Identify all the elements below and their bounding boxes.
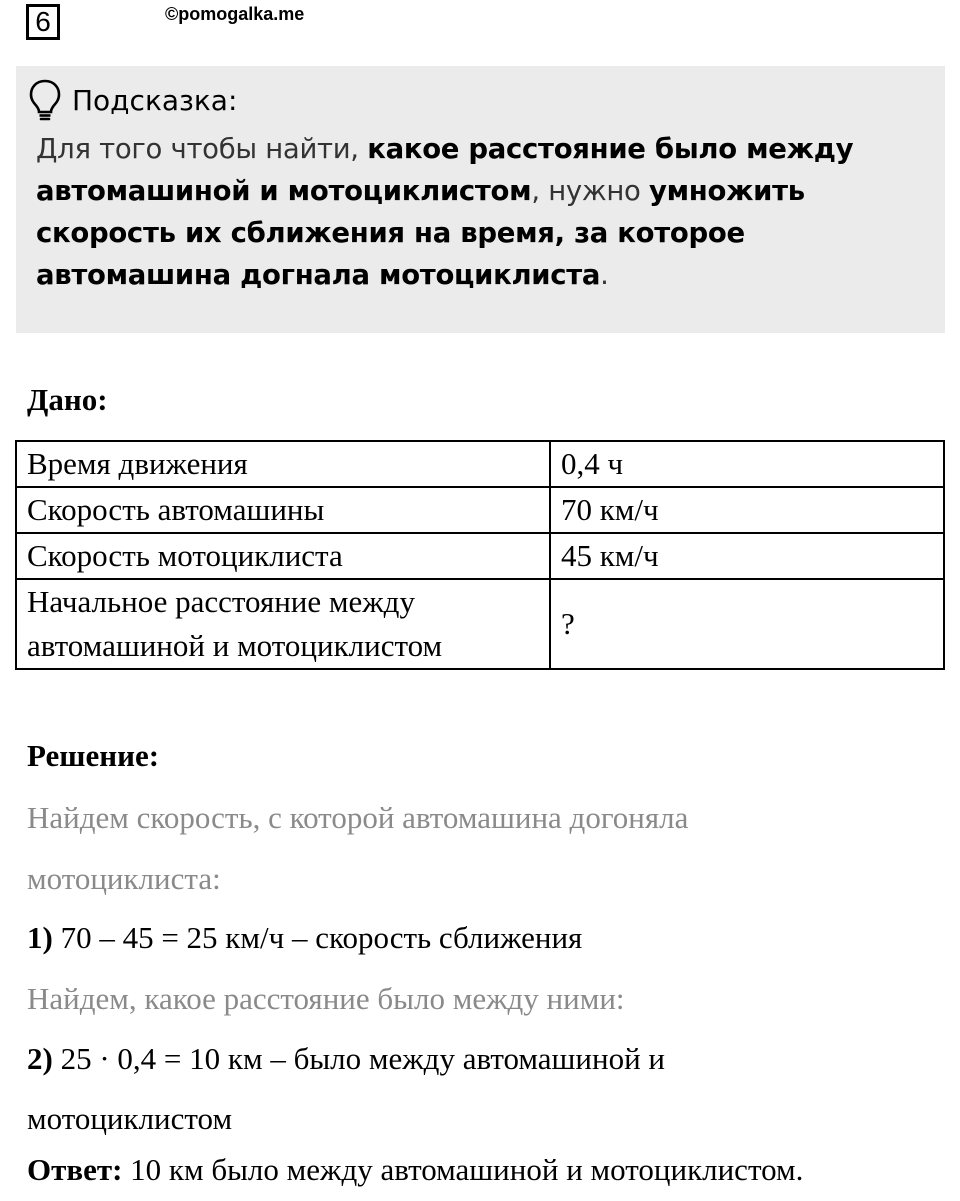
- table-row: [16, 533, 944, 579]
- answer-text: 10 км было между автомашиной и мотоциклистом.: [122, 1152, 804, 1187]
- step-1-number: 1): [27, 920, 53, 955]
- hint-text: [36, 128, 935, 296]
- given-value-cell: 0,4 ч: [550, 441, 944, 487]
- solution-step-2: [27, 1041, 665, 1077]
- hint-segment-2: , нужно: [531, 175, 649, 207]
- given-name-cell: Начальное расстояние между автомашиной и мотоциклистом: [16, 579, 550, 669]
- solution-intro-2: Найдем, какое расстояние было между ними:: [27, 981, 625, 1016]
- hint-segment-1: какое расстояние было между автомашиной и мотоциклистом: [36, 133, 854, 207]
- solution-label: Решение:: [27, 738, 160, 773]
- hint-title: Подсказка:: [72, 83, 238, 117]
- step-1-text: 70 – 45 = 25 км/ч – скорость сближения: [52, 920, 583, 955]
- answer: [27, 1152, 803, 1188]
- hint-segment-4: .: [600, 259, 609, 291]
- given-value-cell: 45 км/ч: [550, 533, 944, 579]
- lightbulb-icon: [28, 78, 62, 122]
- step-2-text-line-1: 25 · 0,4 = 10 км – было между автомашиной и: [52, 1041, 666, 1076]
- given-name-cell: Время движения: [16, 441, 550, 487]
- given-label: Дано:: [27, 382, 108, 417]
- hint-segment-0: Для того чтобы найти,: [36, 133, 368, 165]
- table-row: [16, 441, 944, 487]
- hint-segment-3: умножить скорость их сближения на время, за которое автомашина догнала мотоциклиста: [36, 175, 805, 291]
- hint-box: [16, 66, 945, 333]
- solution-intro-1-line-1: Найдем скорость, с которой автомашина догоняла: [27, 800, 689, 835]
- watermark: ©pomogalka.me: [165, 4, 305, 24]
- given-table: [15, 440, 945, 670]
- given-name-cell: Скорость мотоциклиста: [16, 533, 550, 579]
- given-name-cell: Скорость автомашины: [16, 487, 550, 533]
- task-number: 6: [26, 4, 60, 40]
- given-value-cell: ?: [550, 579, 944, 669]
- given-value-cell: 70 км/ч: [550, 487, 944, 533]
- solution-step-1: [27, 920, 582, 956]
- hint-title-row: [26, 76, 935, 124]
- table-row: [16, 579, 944, 669]
- solution-step-2-continued: мотоциклистом: [27, 1101, 233, 1136]
- step-2-number: 2): [27, 1041, 53, 1076]
- solution-intro-1-line-2: мотоциклиста:: [27, 861, 221, 896]
- answer-label: Ответ:: [27, 1152, 123, 1187]
- table-row: [16, 487, 944, 533]
